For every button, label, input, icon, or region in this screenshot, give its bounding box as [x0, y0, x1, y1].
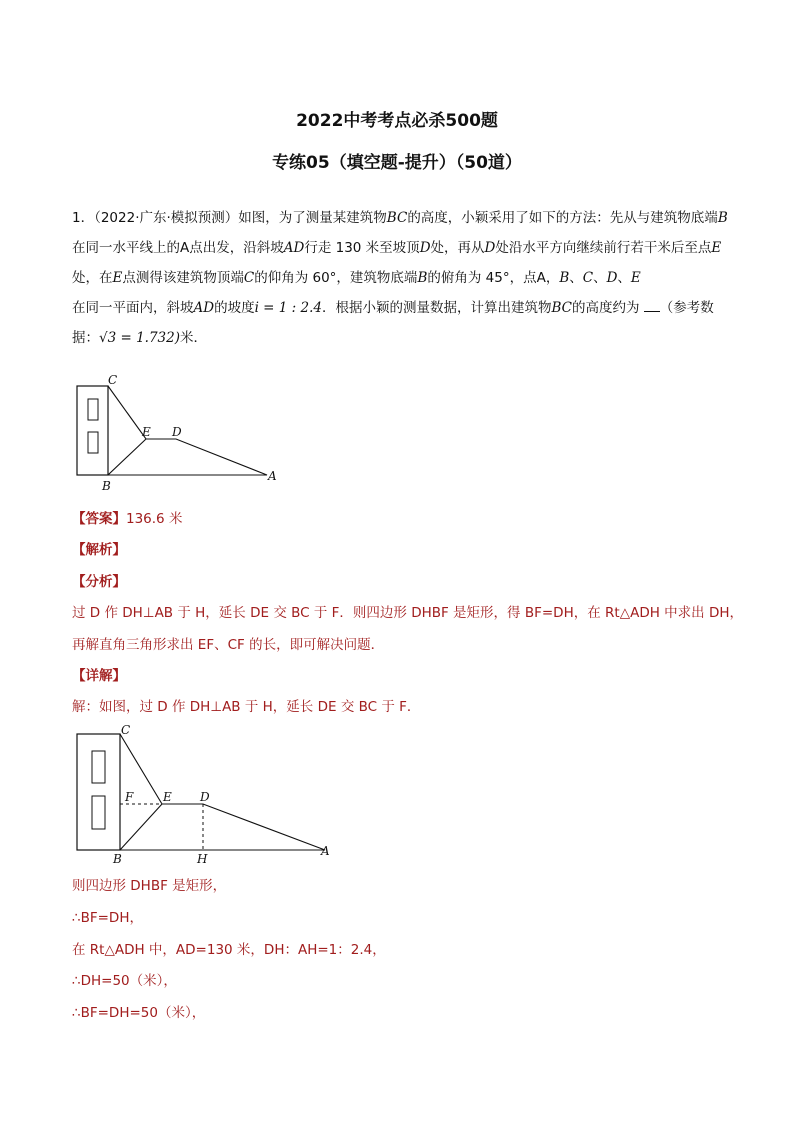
- text-segment: 处沿水平方向继续前行若干米后至点: [495, 240, 712, 256]
- text-segment: （参考数据：: [72, 300, 714, 346]
- var-b: B: [717, 210, 728, 226]
- slope-ratio: i = 1 : 2.4: [254, 300, 322, 316]
- text-segment: 行走 130 米至坡顶: [304, 240, 420, 256]
- text-segment: 的高度约为: [572, 300, 640, 316]
- var-ad: AD: [193, 300, 215, 316]
- text-segment: 米．: [180, 330, 207, 346]
- page-title: 2022中考考点必杀500题: [296, 111, 498, 131]
- question-number: 1．: [72, 210, 95, 226]
- building-window: [88, 432, 98, 453]
- step-line: ∴DH=50（米），: [72, 973, 177, 989]
- answer-line: [72, 507, 182, 527]
- text-segment: 在同一平面内，斜坡: [72, 300, 194, 316]
- label-h: H: [197, 852, 208, 866]
- var-b: B: [559, 270, 570, 286]
- step-line: ∴BF=DH=50（米），: [72, 1005, 206, 1021]
- answer-label: 【答案】: [72, 511, 126, 527]
- step-line: ∴BF=DH，: [72, 910, 143, 926]
- var-c: C: [243, 270, 255, 286]
- figure-2: [70, 720, 340, 868]
- answer-value: 136.6 米: [126, 511, 183, 527]
- label-c: C: [121, 723, 131, 737]
- text-segment: 的坡度: [214, 300, 255, 316]
- sqrt3-reference: √3 = 1.732): [99, 330, 180, 346]
- analysis-label: 【解析】: [72, 542, 126, 558]
- step-line: 在 Rt△ADH 中，AD=130 米，DH：AH=1：2.4，: [72, 942, 386, 958]
- question-text: [72, 203, 732, 353]
- slope-path: [120, 734, 325, 850]
- label-d: D: [200, 790, 210, 804]
- fenxi-line-2: 再解直角三角形求出 EF、CF 的长，即可解决问题．: [72, 637, 385, 653]
- text-segment: 在同一水平线上的A点出发，沿斜坡: [72, 240, 284, 256]
- label-a: A: [321, 844, 330, 858]
- fenxi-label: 【分析】: [72, 574, 126, 590]
- label-d: D: [172, 425, 182, 439]
- detail-line-1: 解：如图，过 D 作 DH⊥AB 于 H，延长 DE 交 BC 于 F．: [72, 699, 421, 715]
- label-b: B: [113, 852, 122, 866]
- label-b: B: [102, 479, 111, 493]
- var-bc: BC: [551, 300, 572, 316]
- var-b: B: [417, 270, 428, 286]
- answer-blank: [644, 299, 660, 312]
- question-source: （2022·广东·模拟预测）: [94, 210, 239, 226]
- var-ad: AD: [283, 240, 305, 256]
- var-e: E: [711, 240, 722, 256]
- text-segment: 的仰角为 60°，建筑物底端: [254, 270, 418, 286]
- slope-path: [108, 386, 267, 475]
- var-c: C: [582, 270, 594, 286]
- var-d: D: [484, 240, 496, 256]
- var-bc: BC: [386, 210, 408, 226]
- label-f: F: [125, 790, 134, 804]
- text-segment: 处，在: [72, 270, 113, 286]
- text-segment: 处，再从: [430, 240, 485, 256]
- var-d: D: [419, 240, 431, 256]
- building-window: [88, 399, 98, 420]
- fenxi-line-1: 过 D 作 DH⊥AB 于 H，延长 DE 交 BC 于 F．则四边形 DHBF 是矩形，得 BF=DH，在 Rt△ADH 中求出 DH，: [72, 605, 743, 621]
- var-e: E: [630, 270, 641, 286]
- var-e: E: [112, 270, 123, 286]
- label-e: E: [163, 790, 172, 804]
- building-window: [92, 751, 105, 783]
- text-segment: 如图，为了测量某建筑物: [238, 210, 387, 226]
- text-segment: 的高度，小颖采用了如下的方法：先从与建筑物底端: [407, 210, 718, 226]
- var-d: D: [606, 270, 618, 286]
- label-c: C: [108, 373, 118, 387]
- detail-label: 【详解】: [72, 668, 126, 684]
- page-subtitle: 专练05（填空题-提升）（50道）: [272, 153, 522, 173]
- label-a: A: [268, 469, 277, 483]
- sep: 、: [617, 270, 631, 286]
- text-segment: 的俯角为 45°，点A，: [427, 270, 560, 286]
- label-e: E: [142, 425, 151, 439]
- figure-1: [70, 372, 290, 496]
- text-segment: ．根据小颖的测量数据，计算出建筑物: [321, 300, 552, 316]
- sep: 、: [569, 270, 583, 286]
- sep: 、: [593, 270, 607, 286]
- step-line: 则四边形 DHBF 是矩形，: [72, 878, 227, 894]
- text-segment: 点测得该建筑物顶端: [122, 270, 244, 286]
- building-window: [92, 796, 105, 829]
